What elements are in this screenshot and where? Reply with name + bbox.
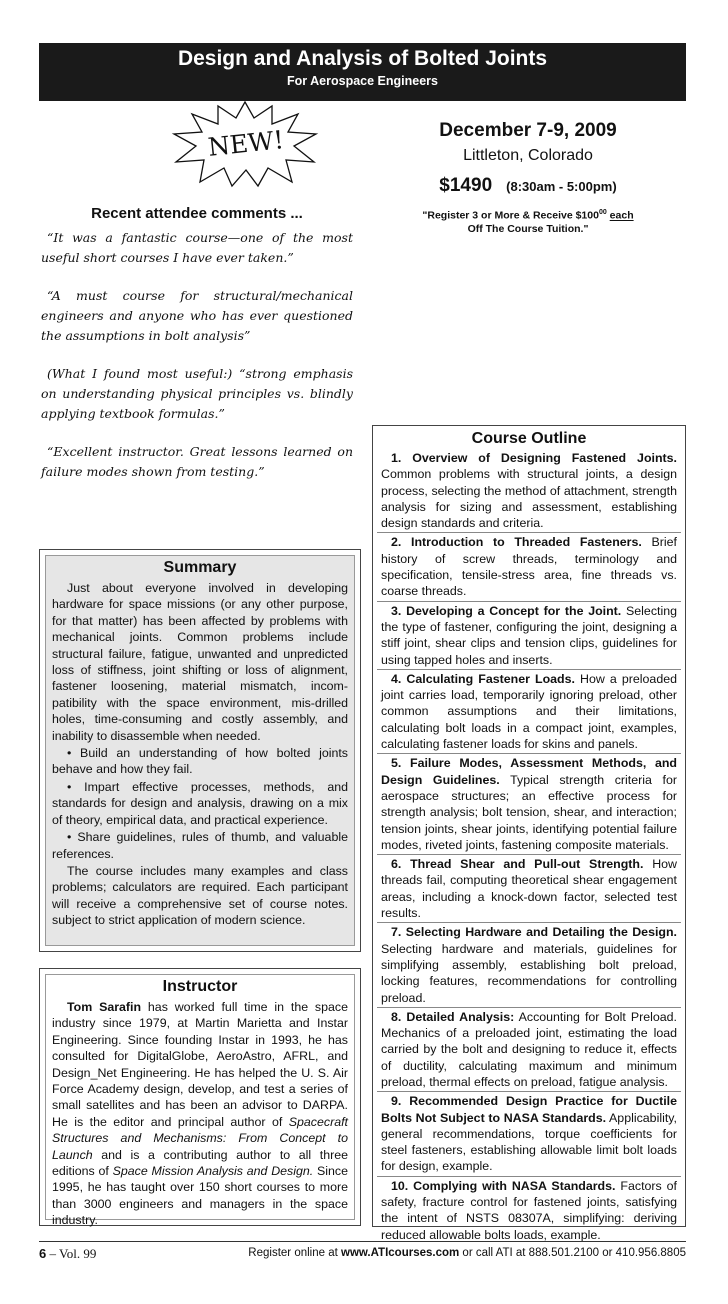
price-line xyxy=(370,175,686,197)
outline-item xyxy=(377,1009,681,1092)
outline-item xyxy=(377,450,681,533)
course-outline-box xyxy=(372,425,686,1242)
event-info xyxy=(370,120,686,236)
discount-cents: 00 xyxy=(598,209,607,216)
summary-paragraph: The course includes many examples and class problems; calculators are required. Each participant will receive a comprehensive set of course notes. subject to strict application of modern science. xyxy=(52,863,348,928)
outline-item-body: Factors of safety, fracture control for fastened joints, satisfying the intent of NSTS 08307A, simplifying: deriving reduced allowable bolts loads, example. xyxy=(381,1178,677,1242)
outline-item xyxy=(377,603,681,670)
discount-each: each xyxy=(609,209,634,222)
outline-item-body: Brief history of screw threads, terminology and specification, tensile-stress area, fine threads vs. coarse threads. xyxy=(381,535,677,599)
outline-item-heading: 8. Detailed Analysis: xyxy=(391,1009,515,1024)
outline-item-body: Accounting for Bolt Preload. Mechanics of a preloaded joint, estimating the load carried by the bolt and designing to reduce it, effects of ductility, calculating maximum and minimum preload, thermal effects on preload, fatigue analysis. xyxy=(381,1009,677,1089)
instructor-title: Instructor xyxy=(162,978,238,995)
summary-box xyxy=(39,549,361,952)
outline-item xyxy=(377,534,681,601)
outline-item-heading: 5. Failure Modes, Assessment Methods, and Design Guidelines. xyxy=(381,756,677,787)
event-location: Littleton, Colorado xyxy=(463,147,593,164)
discount-text-2: Off The Course Tuition." xyxy=(467,222,589,235)
outline-item-heading: 7. Selecting Hardware and Detailing the Design. xyxy=(391,925,677,940)
outline-item-heading: 6. Thread Shear and Pull-out Strength. xyxy=(391,857,644,872)
summary-bullet: • Impart effective processes, methods, and standards for design and analysis, drawing on a mix of theory, empirical data, and practical experience. xyxy=(52,779,348,827)
outline-item-body: Selecting the type of fastener, configuring the joint, designing a stiff joint, shear clips and tension clips, guidelines for using tapped holes and inserts. xyxy=(381,603,677,667)
outline-item-heading: 3. Developing a Concept for the Joint. xyxy=(391,603,622,618)
event-hours: (8:30am - 5:00pm) xyxy=(506,179,617,194)
page-header xyxy=(39,43,686,101)
summary-title: Summary xyxy=(163,559,237,576)
event-date: December 7-9, 2009 xyxy=(439,120,617,141)
volume: – Vol. 99 xyxy=(46,1246,97,1261)
discount-text: "Register 3 or More & Receive $100 xyxy=(422,209,599,222)
outline-item-heading: 9. Recommended Design Practice for Ductile Bolts Not Subject to NASA Standards. xyxy=(381,1094,677,1125)
bio-text: Since 1995, he has taught over 150 short courses to more than 3000 engineers and managers in the space industry. xyxy=(52,1164,348,1228)
summary-bullet: • Share guidelines, rules of thumb, and valuable references. xyxy=(52,830,348,861)
outline-item-heading: 1. Overview of Designing Fastened Joints. xyxy=(391,451,677,465)
outline-item-body: Typical strength criteria for aerospace structures; an effective process for strength analysis; bolt tension, shear, and interaction; tension joints, shear joints, identifying potential failure modes, riveted joints, fastening composite materials. xyxy=(381,772,677,852)
comment-quote: “A must course for structural/mechanical engineers and anyone who has ever questioned the assumptions in bolt analysis” xyxy=(41,288,353,343)
instructor-bio xyxy=(52,999,348,1229)
new-badge xyxy=(170,100,320,188)
book-title: Space Mission Analysis and Design. xyxy=(112,1164,314,1179)
outline-item xyxy=(377,924,681,1007)
comments-heading: Recent attendee comments ... xyxy=(91,205,303,222)
comment-quote: (What I found most useful:) “strong emphasis on understanding physical principles vs. blindly applying textbook formulas.” xyxy=(41,366,353,421)
phone-text: or call ATI at 888.501.2100 or 410.956.8805 xyxy=(459,1247,686,1259)
course-subtitle: For Aerospace Engineers xyxy=(287,74,438,88)
group-discount xyxy=(370,206,686,236)
outline-item-heading: 4. Calculating Fastener Loads. xyxy=(391,671,575,686)
register-line xyxy=(248,1247,686,1259)
instructor-name: Tom Sarafin xyxy=(67,1000,142,1014)
outline-title: Course Outline xyxy=(471,430,587,447)
attendee-comments xyxy=(41,205,353,500)
new-badge-text: NEW! xyxy=(206,125,286,162)
outline-item xyxy=(377,755,681,855)
book-title: Spacecraft Structures and Mechanisms: From Concept to Launch xyxy=(52,1114,348,1162)
page-footer xyxy=(39,1241,686,1262)
outline-item xyxy=(377,856,681,923)
outline-item-body: Selecting hardware and materials, guidelines for simplifying assembly, establishing bolt preload, locking features, recommendations for controlling preload. xyxy=(381,941,677,1005)
outline-item xyxy=(377,1178,681,1244)
register-text: Register online at xyxy=(248,1247,341,1259)
course-title: Design and Analysis of Bolted Joints xyxy=(177,47,548,70)
summary-paragraph: Just about everyone involved in developing hardware for space missions (or any other purpose, for that matter) has been affected by problems with mechanical joints. Common problems include structural failure, fatigue, unwanted and unpredicted loss of stiffness, joint shifting or loss of alignment, fastener loosening, material mismatch, incom-patibility with the space environment, mis-drilled holes, time-consuming and costly assembly, and inability to disassemble when needed. xyxy=(52,581,348,743)
comment-quote: “Excellent instructor. Great lessons learned on failure modes shown from testing.” xyxy=(41,444,353,479)
instructor-box xyxy=(39,968,361,1226)
outline-item-body: How a preloaded joint carries load, temporarily ignoring preload, other common assumptions and their limitations, calculating bolt loads in a compact joint, examples, calculating fastener loads for skins and panels. xyxy=(381,671,677,752)
page-number xyxy=(39,1246,96,1261)
outline-item-body: How threads fail, computing theoretical shear engagement areas, including a knock-down factor, selected test results. xyxy=(381,857,677,921)
page-num: 6 xyxy=(39,1246,47,1261)
event-price: $1490 xyxy=(439,175,493,196)
bio-text: and is a contributing author to all three editions of xyxy=(52,1147,348,1179)
outline-item xyxy=(377,1093,681,1176)
bio-text: has worked full time in the space industry since 1979, at Martin Marietta and Instar Engineering. Since founding Instar in 1993, he has consulted for DigitalGlobe, AeroAstro, AFRL, and Design_Net Engineering. He has helped the U. S. Air Force Academy design, develop, and test a series of small satellites and has been an advisor to DARPA. He is the editor and principal author of xyxy=(52,1000,348,1129)
outline-item-heading: 10. Complying with NASA Standards. xyxy=(391,1178,616,1193)
comment-quote: “It was a fantastic course—one of the most useful short courses I have ever taken.” xyxy=(41,230,353,265)
outline-item-body: Applicability, general recommendations, torque coefficients for steel fasteners, establishing allowable limit bolt loads for design, example. xyxy=(381,1110,677,1174)
outline-item xyxy=(377,671,681,754)
outline-item-heading: 2. Introduction to Threaded Fasteners. xyxy=(391,535,642,550)
outline-item-body: Common problems with structural joints, a design process, selecting the method of attachment, strength analysis for sizing and assessment, establishing design standards and criteria. xyxy=(381,467,677,531)
website-link[interactable]: www.ATIcourses.com xyxy=(341,1247,460,1259)
summary-bullet: • Build an understanding of how bolted joints behave and how they fail. xyxy=(52,746,348,777)
